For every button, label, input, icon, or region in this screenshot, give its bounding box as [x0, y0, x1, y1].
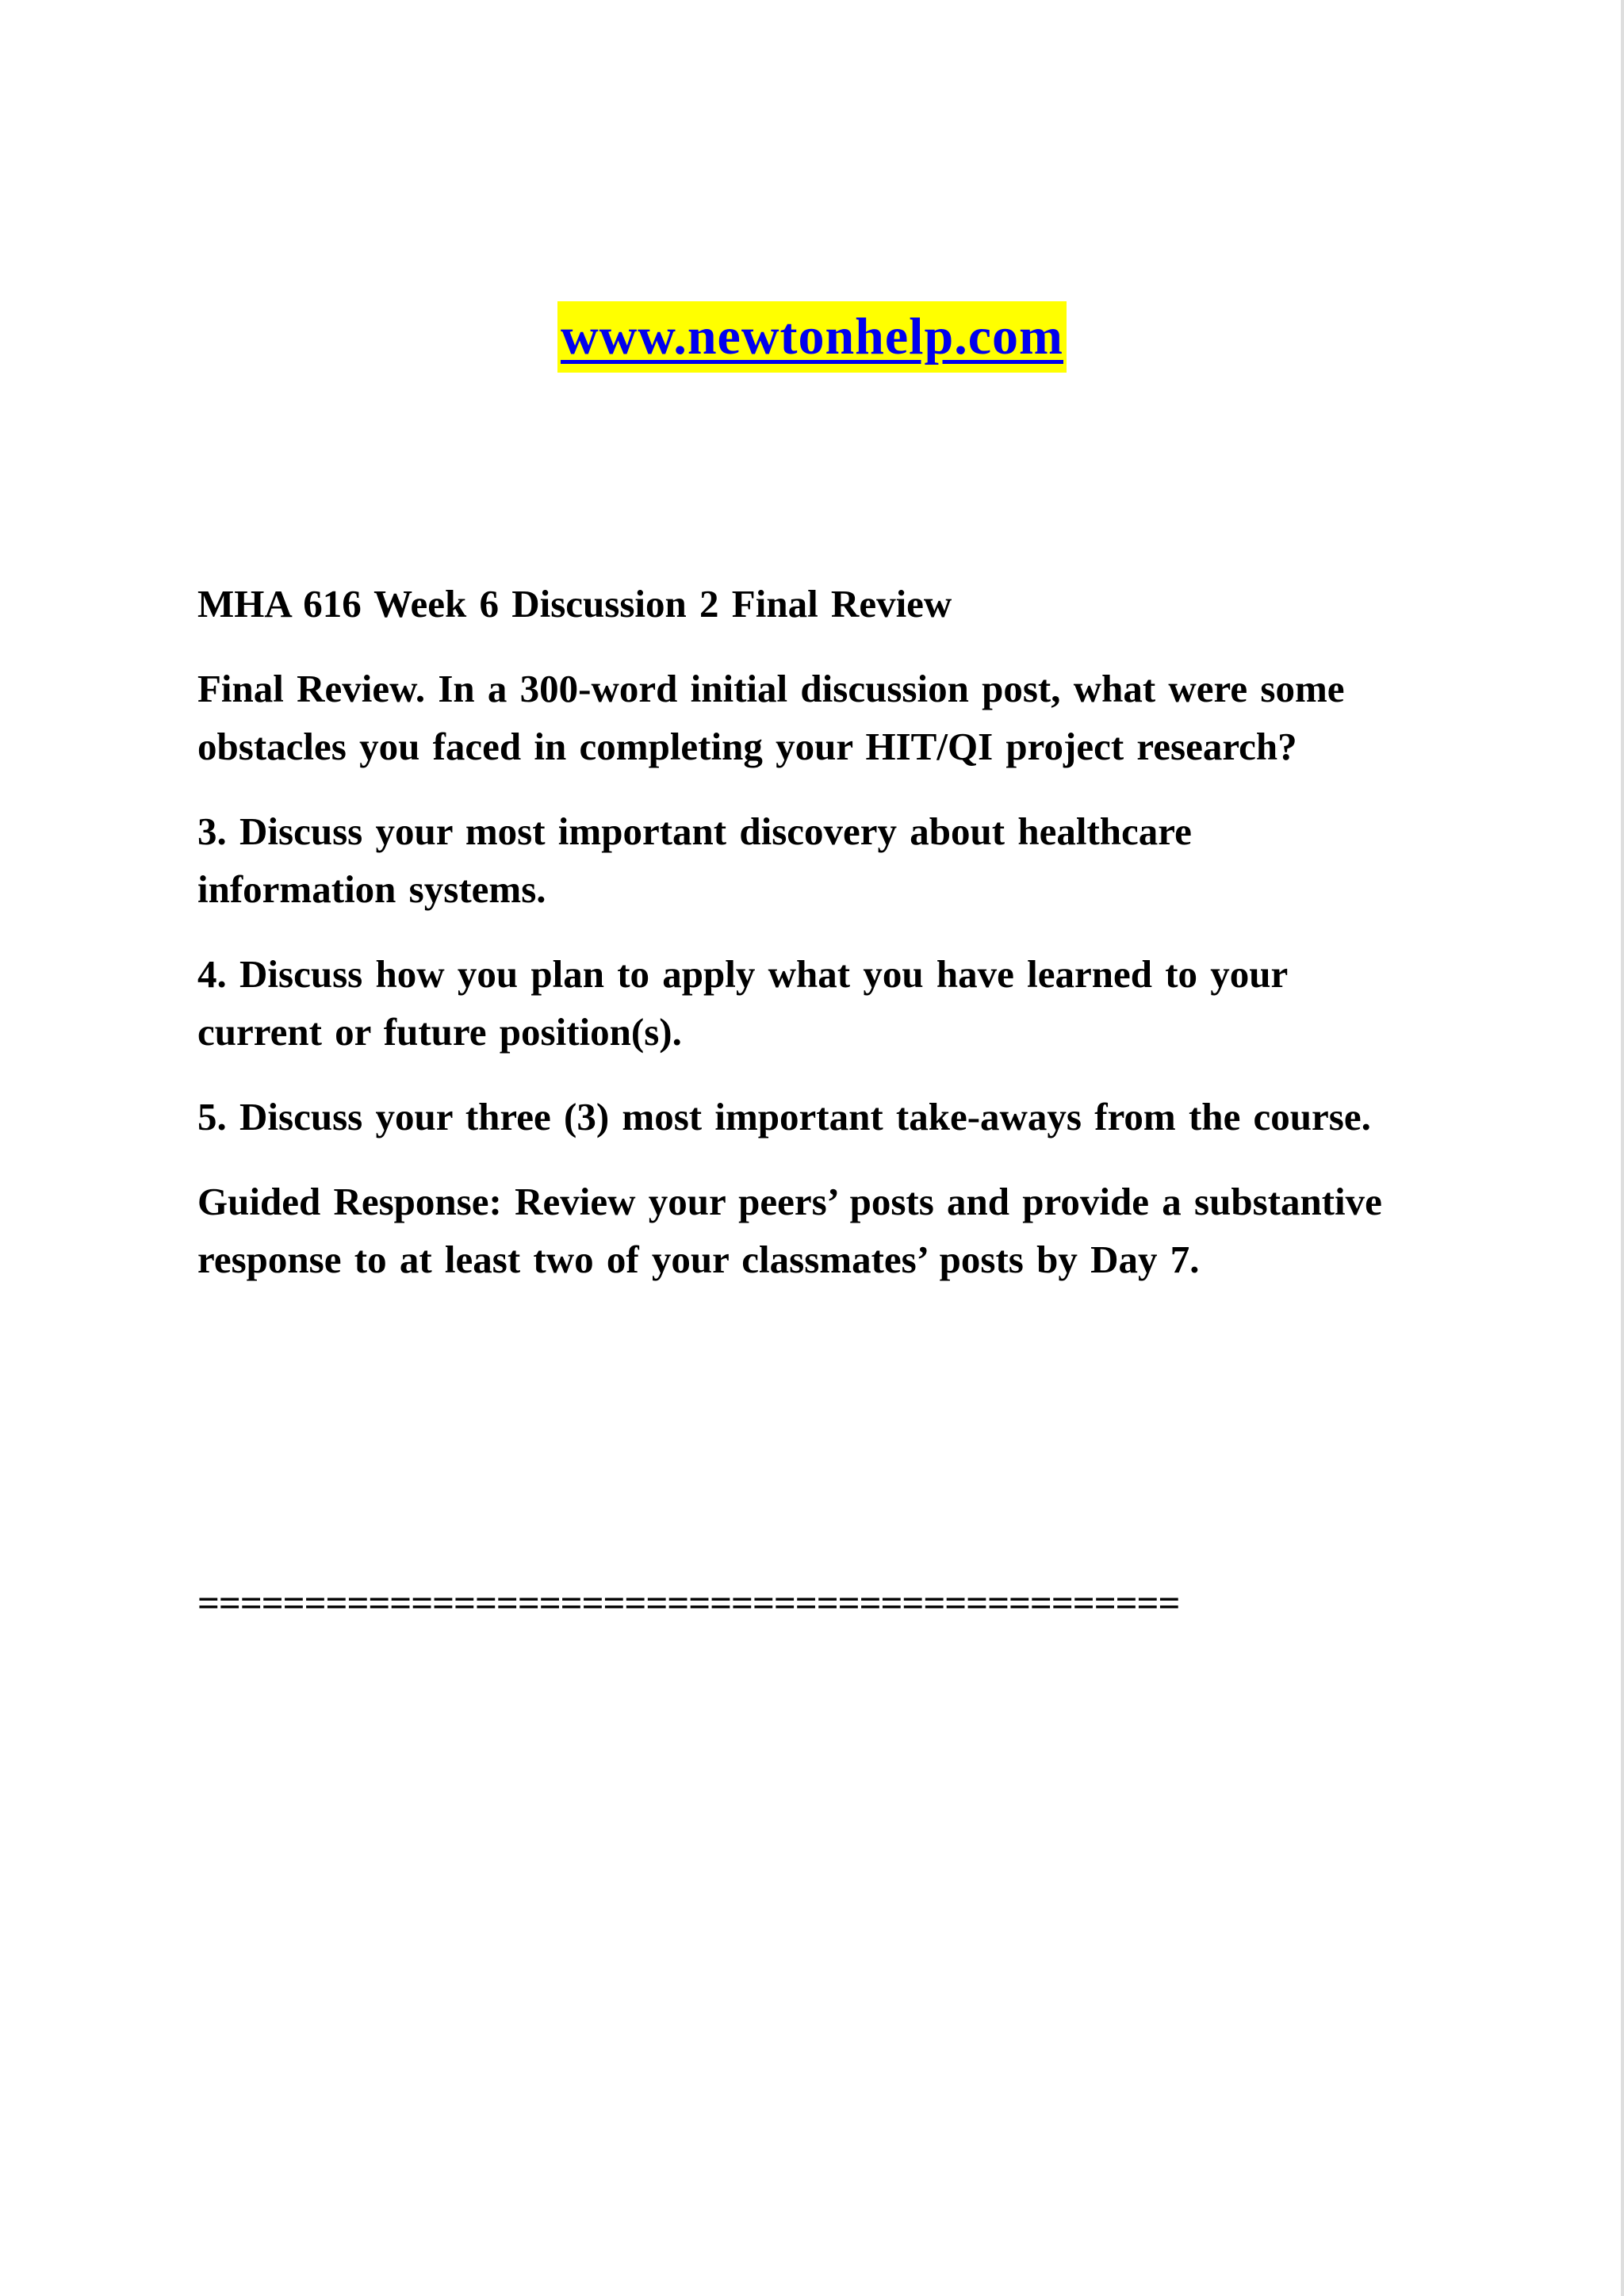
separator-line: ============================================== — [197, 1581, 1180, 1624]
paragraph-final-review: Final Review. In a 300-word initial discussion post, what were some obstacles you faced in completing your HIT/QI project research? — [197, 667, 1345, 768]
paragraph-item-5: 5. Discuss your three (3) most important take-aways from the course. — [197, 1095, 1371, 1138]
paragraph-item-3: 3. Discuss your most important discovery about healthcare information systems. — [197, 809, 1192, 911]
website-link[interactable]: www.newtonhelp.com — [557, 301, 1067, 373]
paragraph-guided-response: Guided Response: Review your peers’ posts and provide a substantive response to at least two of your classmates’ posts by Day 7. — [197, 1180, 1382, 1281]
paragraph-item-4: 4. Discuss how you plan to apply what you have learned to your current or future position(s). — [197, 952, 1288, 1054]
document-body — [197, 575, 1387, 1315]
header-link-container — [0, 301, 1624, 373]
document-title: MHA 616 Week 6 Discussion 2 Final Review — [197, 582, 952, 626]
